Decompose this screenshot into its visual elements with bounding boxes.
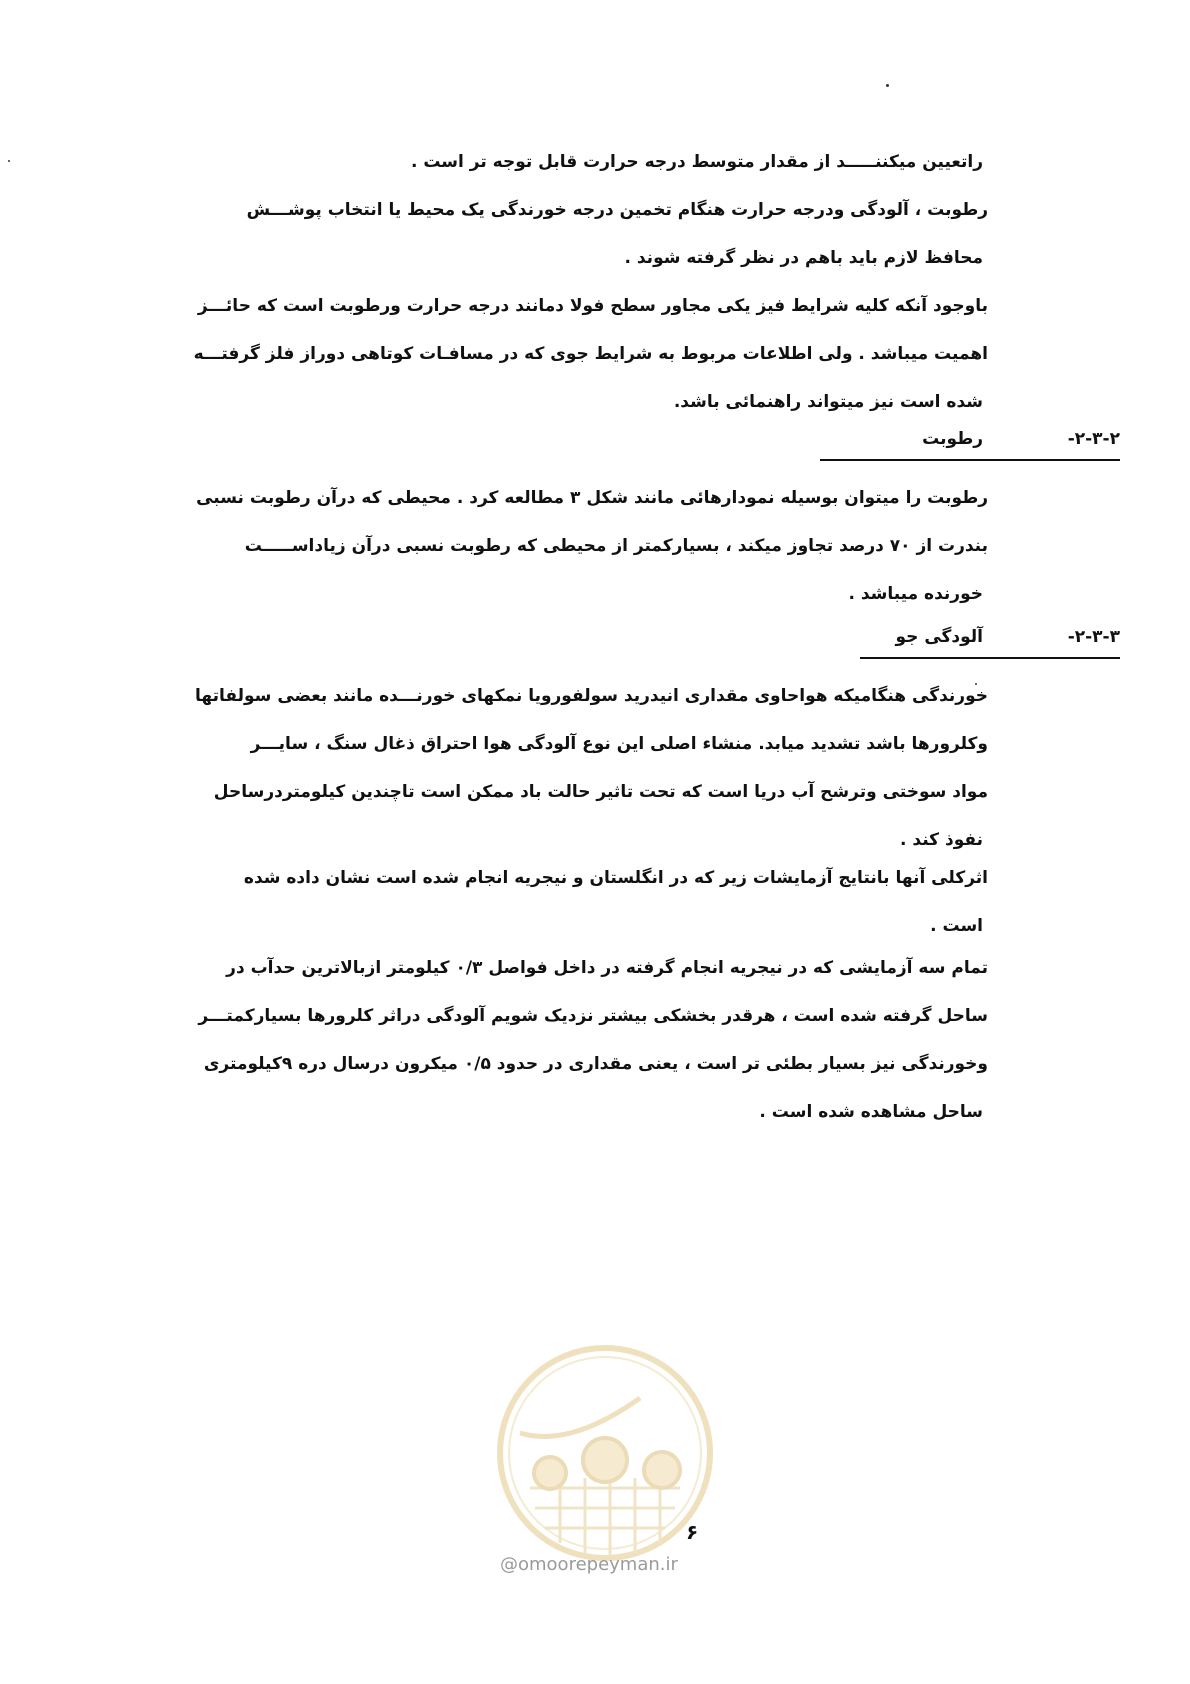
scan-speck — [8, 160, 10, 162]
text-line: مواد سوختی وترشح آب دریا است که تحت تاثیر حالت باد ممکن است تاچندین کیلومتردرساحل — [213, 782, 988, 802]
section-heading-air-pollution — [860, 627, 1120, 659]
page-number: ۶ — [686, 1520, 699, 1544]
text-line: تمام سه آزمایشی که در نیجریه انجام گرفته در داخل فواصل ۰/۳ کیلومتر ازبالاترین حدآب در — [226, 958, 988, 978]
section-heading-humidity — [820, 429, 1120, 461]
scan-speck — [975, 683, 977, 685]
text-line: شده است نیز میتواند راهنمائی باشد. — [673, 392, 983, 412]
text-line: وخورندگی نیز بسیار بطئی تر است ، یعنی مقداری در حدود ۰/۵ میکرون درسال دره ۹کیلومتری — [203, 1054, 988, 1074]
text-line: ساحل مشاهده شده است . — [759, 1102, 983, 1122]
text-line: اثرکلی آنها بانتایج آزمایشات زیر که در انگلستان و نیجریه انجام شده است نشان داده شده — [243, 868, 988, 888]
text-line: رطوبت ، آلودگی ودرجه حرارت هنگام تخمین درجه خورندگی یک محیط یا انتخاب پوشـــش — [246, 200, 988, 220]
section-title: آلودگی جو — [895, 627, 983, 647]
text-line: است . — [930, 916, 983, 936]
section-title: رطوبت — [922, 429, 983, 449]
text-line: خورندگی هنگامیکه هواحاوی مقداری انیدرید سولفورویا نمکهای خورنـــده مانند بعضی سولفاتها — [195, 686, 988, 706]
text-line: باوجود آنکه کلیه شرایط فیز یکی مجاور سطح فولا دمانند درجه حرارت ورطوبت است که حائـــز — [197, 296, 988, 316]
text-line: ساحل گرفته شده است ، هرقدر بخشکی بیشتر نزدیک شویم آلودگی دراثر کلرورها بسیارکمتـــر — [198, 1006, 988, 1026]
section-number: ۲-۳-۳- — [1067, 627, 1120, 647]
text-line: محافظ لازم باید باهم در نظر گرفته شوند . — [624, 248, 983, 268]
text-line: نفوذ کند . — [900, 830, 983, 850]
text-line: وکلرورها باشد تشدید میابد. منشاء اصلی این نوع آلودگی هوا احتراق ذغال سنگ ، سایـــر — [250, 734, 988, 754]
text-line: رطوبت را میتوان بوسیله نمودارهائی مانند شکل ۳ مطالعه کرد . محیطی که درآن رطوبت نسبی — [196, 488, 988, 508]
text-line: بندرت از ۷۰ درصد تجاوز میکند ، بسیارکمتر از محیطی که رطوبت نسبی درآن زیاداســـــت — [244, 536, 988, 556]
text-line: اهمیت میباشد . ولی اطلاعات مربوط به شرایط جوی که در مسافـات کوتاهی دوراز فلز گرفتـــه — [193, 344, 988, 364]
text-line: خورنده میباشد . — [848, 584, 983, 604]
scan-speck — [886, 84, 889, 87]
text-line: راتعیین میکننـــــد از مقدار متوسط درجه حرارت قابل توجه تر است . — [410, 152, 983, 172]
section-number: ۲-۳-۲- — [1067, 429, 1120, 449]
website-watermark: @omoorepeyman.ir — [500, 1554, 678, 1575]
